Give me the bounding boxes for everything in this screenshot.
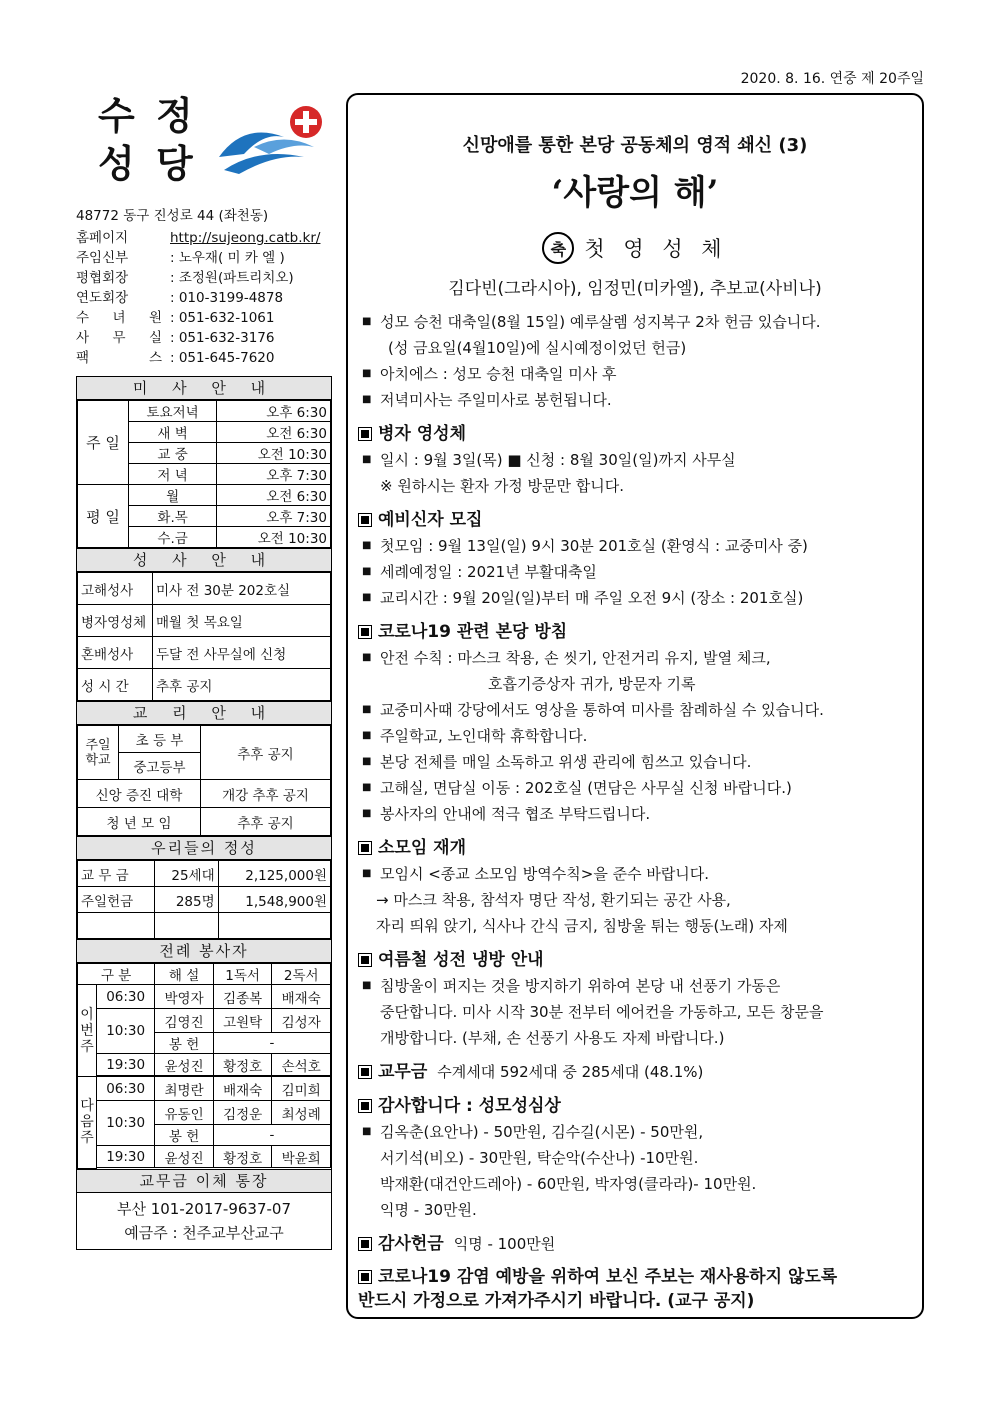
section-heading-gift: 감사헌금 익명 - 100만원 bbox=[358, 1231, 912, 1257]
intro-list bbox=[358, 309, 912, 413]
info-homepage[interactable]: 홈페이지 http://sujeong.catb.kr/ bbox=[76, 230, 321, 246]
bank-title: 교무금 이체 통장 bbox=[77, 1169, 331, 1193]
bank-account: 부산 101-2017-9637-07 bbox=[116, 1199, 292, 1218]
note-line: → 마스크 착용, 참석자 명단 작성, 환기되는 공간 사용, bbox=[376, 891, 731, 909]
list-item: ■ 아치에스 : 성모 승천 대축일 미사 후 bbox=[358, 361, 912, 387]
doctrine-table: 주일 학교 초 등 부 추후 공지 중고등부 신앙 증진 대학 개강 추후 공지 청 년 모 임 추후 공지 bbox=[77, 725, 331, 836]
section-list-cooling bbox=[358, 973, 912, 999]
info-council: 평협회장 : 조정원(파트리치오) bbox=[76, 270, 294, 286]
doctrine-title: 교 리 안 내 bbox=[77, 701, 331, 725]
list-item: ■ 첫모임 : 9월 13일(일) 9시 30분 201호실 (환영식 : 교중미사 중) bbox=[358, 533, 912, 559]
list-item: ■ 봉사자의 안내에 적극 협조 부탁드립니다. bbox=[358, 801, 912, 827]
info-pastor: 주임신부 : 노우재( 미 카 엘 ) bbox=[76, 250, 285, 266]
info-convent: 수 녀 원 : 051-632-1061 bbox=[76, 310, 275, 326]
square-bullet-icon bbox=[358, 513, 372, 527]
square-bullet-icon bbox=[358, 841, 372, 855]
square-bullet-icon bbox=[358, 427, 372, 441]
main-title: ‘사랑의 해’ bbox=[551, 173, 719, 213]
list-item: ■ 주일학교, 노인대학 휴학합니다. bbox=[358, 723, 912, 749]
church-name-line2: 성 당 bbox=[98, 141, 197, 186]
square-bullet-icon bbox=[358, 1270, 372, 1284]
mass-table: 주 일 토요저녁 오후 6:30 새 벽 오전 6:30 교 중 오전 10:30 저 녁 오후 7:30 평 일 월 오전 6:30 화.목 오후 7:30 수.금 오전 10:30 bbox=[77, 400, 331, 548]
info-office: 사 무 실 : 051-632-3176 bbox=[76, 330, 275, 346]
list-item: ■ 안전 수칙 : 마스크 착용, 손 씻기, 안전거리 유지, 발열 체크, bbox=[358, 645, 912, 671]
list-item: ■ 교중미사때 강당에서도 영상을 통하여 미사를 참례하실 수 있습니다. bbox=[358, 697, 912, 723]
church-logo bbox=[76, 88, 332, 200]
square-bullet-icon bbox=[358, 1065, 372, 1079]
church-name-line1: 수 정 bbox=[98, 93, 197, 138]
church-info bbox=[76, 206, 332, 368]
church-address: 48772 동구 진성로 44 (좌천동) bbox=[76, 208, 269, 224]
note-line: 박재환(대건안드레아) - 60만원, 박자영(클라라)- 10만원. bbox=[380, 1175, 757, 1193]
list-item: (성 금요일(4월10일)에 실시예정이었던 헌금) bbox=[388, 339, 687, 357]
square-bullet-icon bbox=[358, 625, 372, 639]
main-subtitle: 신망애를 통한 본당 공동체의 영적 쇄신 (3) bbox=[462, 135, 808, 156]
info-fax: 팩 스 : 051-645-7620 bbox=[76, 350, 275, 366]
bank-info bbox=[77, 1193, 331, 1249]
list-item: ■ 고해실, 면담실 이동 : 202호실 (면담은 사무실 신청 바랍니다.) bbox=[358, 775, 912, 801]
list-item: ■ 저녁미사는 주일미사로 봉헌됩니다. bbox=[358, 387, 912, 413]
note-line: 중단합니다. 미사 시작 30분 전부터 에어컨을 가동하고, 모든 창문을 bbox=[380, 1003, 824, 1021]
section-heading-notice: 코로나19 감염 예방을 위하여 보신 주보는 재사용하지 않도록 bbox=[358, 1265, 912, 1289]
section-list-sick bbox=[358, 447, 912, 473]
square-bullet-icon bbox=[358, 1237, 372, 1251]
first-communion-heading bbox=[358, 232, 912, 264]
offering-title: 우리들의 정성 bbox=[77, 836, 331, 860]
servers-title: 전례 봉사자 bbox=[77, 939, 331, 963]
info-yeondo: 연도회장 : 010-3199-4878 bbox=[76, 290, 284, 306]
main-content bbox=[346, 93, 924, 1319]
left-column bbox=[76, 88, 332, 1250]
schedule-panel bbox=[76, 376, 332, 1250]
sacrament-table: 고해성사 미사 전 30분 202호실 병자영성체 매월 첫 목요일 혼배성사 두달 전 사무실에 신청 성 시 간 추후 공지 bbox=[77, 572, 331, 701]
section-list-smallgroup bbox=[358, 861, 912, 887]
issue-date: 2020. 8. 16. 연중 제 20주일 bbox=[740, 71, 924, 87]
note-line: 개방합니다. (부채, 손 선풍기 사용도 자제 바랍니다.) bbox=[380, 1029, 725, 1047]
list-item: ■ 교리시간 : 9월 20일(일)부터 매 주일 오전 9시 (장소 : 201호실) bbox=[358, 585, 912, 611]
notice-line-2: 반드시 가정으로 가져가주시기 바랍니다. (교구 공지) bbox=[358, 1291, 755, 1311]
thanks-list bbox=[358, 1119, 912, 1145]
church-name bbox=[98, 92, 197, 188]
celebration-badge-icon: 축 bbox=[542, 232, 574, 264]
mass-title: 미 사 안 내 bbox=[77, 377, 331, 400]
section-heading-smallgroup: 소모임 재개 bbox=[358, 835, 912, 861]
list-item: ■ 본당 전체를 매일 소독하고 위생 관리에 힘쓰고 있습니다. bbox=[358, 749, 912, 775]
bank-holder: 예금주 : 천주교부산교구 bbox=[124, 1223, 284, 1242]
section-heading-covid: 코로나19 관련 본당 방침 bbox=[358, 619, 912, 645]
list-item: ■ 침방울이 퍼지는 것을 방지하기 위하여 본당 내 선풍기 가동은 bbox=[358, 973, 912, 999]
square-bullet-icon bbox=[358, 1099, 372, 1113]
sacrament-title: 성 사 안 내 bbox=[77, 548, 331, 572]
list-item: ■ 모임시 <종교 소모임 방역수칙>을 준수 바랍니다. bbox=[358, 861, 912, 887]
list-item: 호흡기증상자 귀가, 방문자 기록 bbox=[488, 675, 696, 693]
section-heading-tithe: 교무금 수계세대 592세대 중 285세대 (48.1%) bbox=[358, 1059, 912, 1085]
first-communion-title: 첫 영 성 체 bbox=[584, 237, 728, 261]
servers-table: 구 분 해 설 1독서 2독서 이번주 06:30 박영자 김종복 배재숙 10:30 김영진 고원탁 김성자 봉 헌 - 19:30 윤성진 황정호 손석호 다음주 06:30 최명란 배재숙 김미희 10:30 유동인 김정운 최성례 봉 헌 - 19:30 윤성진 황정호 박윤희 bbox=[77, 963, 331, 1169]
list-item: ■ 세례예정일 : 2021년 부활대축일 bbox=[358, 559, 912, 585]
square-bullet-icon bbox=[358, 953, 372, 967]
section-heading-cooling: 여름철 성전 냉방 안내 bbox=[358, 947, 912, 973]
note-line: 익명 - 30만원. bbox=[380, 1201, 477, 1219]
section-heading-thanks: 감사합니다 : 성모성심상 bbox=[358, 1093, 912, 1119]
note-line: 서기석(비오) - 30만원, 탁순악(수산나) -10만원. bbox=[380, 1149, 699, 1167]
section-list-catechumen bbox=[358, 533, 912, 611]
note-line: ※ 원하시는 환자 가정 방문만 합니다. bbox=[380, 477, 625, 495]
list-item: ■ 김옥춘(요안나) - 50만원, 김수길(시몬) - 50만원, bbox=[358, 1119, 912, 1145]
church-emblem-icon bbox=[214, 102, 334, 182]
section-heading-sick: 병자 영성체 bbox=[358, 421, 912, 447]
first-communion-names: 김다빈(그라시아), 임정민(미카엘), 추보교(사비나) bbox=[448, 279, 822, 299]
section-list-covid bbox=[358, 645, 912, 827]
offering-table: 교 무 금 25세대 2,125,000원 주일헌금 285명 1,548,900원 bbox=[77, 860, 331, 939]
list-item: ■ 성모 승천 대축일(8월 15일) 예루살렘 성지복구 2차 헌금 있습니다. bbox=[358, 309, 912, 335]
list-item: ■ 일시 : 9월 3일(목) ■ 신청 : 8월 30일(일)까지 사무실 bbox=[358, 447, 912, 473]
section-heading-catechumen: 예비신자 모집 bbox=[358, 507, 912, 533]
note-line: 자리 띄워 앉기, 식사나 간식 금지, 침방울 튀는 행동(노래) 자제 bbox=[376, 917, 788, 935]
